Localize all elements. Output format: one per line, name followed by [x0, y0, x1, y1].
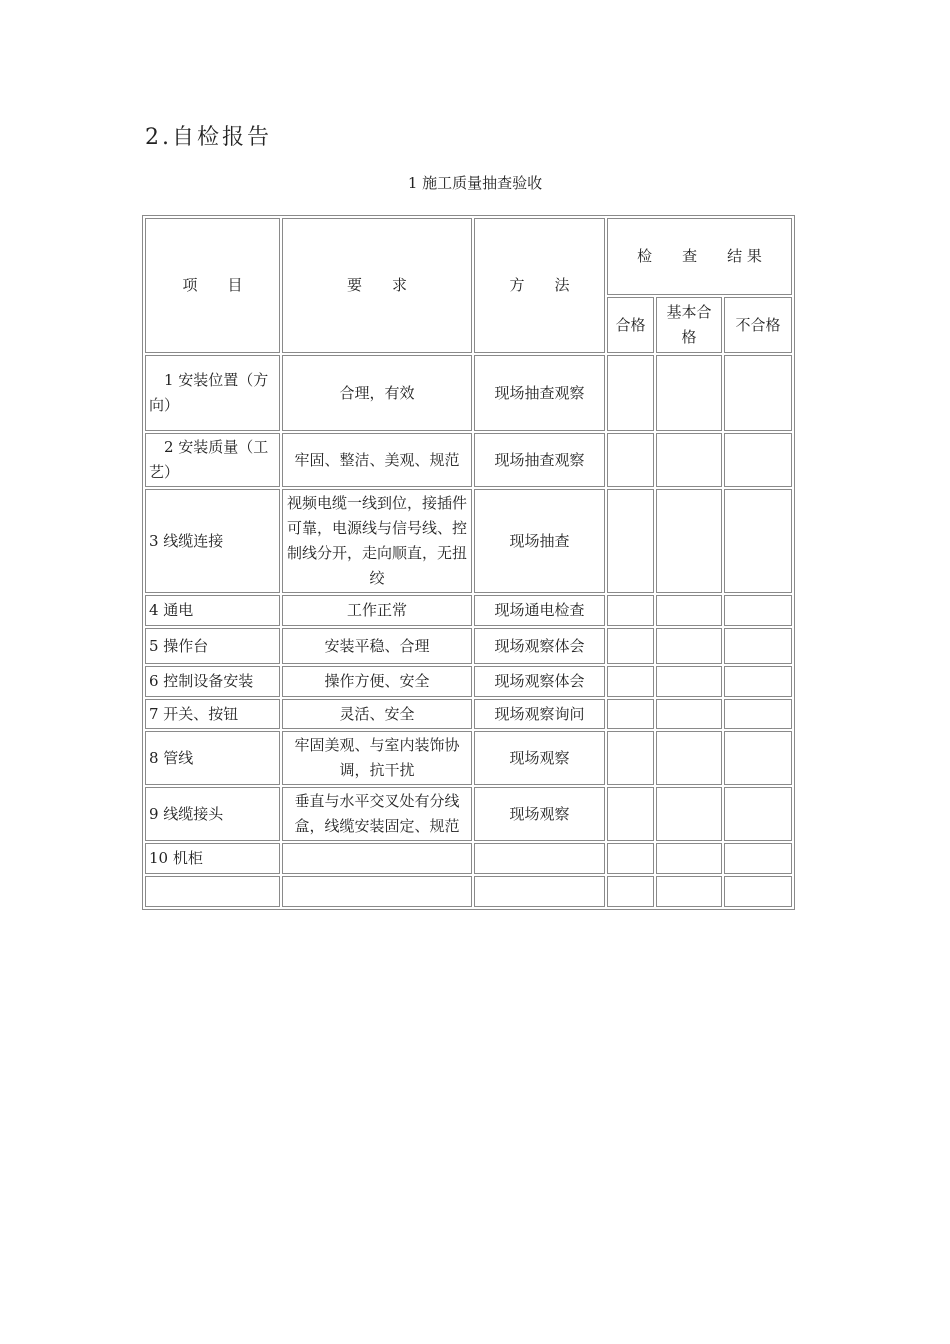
inspection-table: [142, 215, 795, 910]
row-requirement: [282, 876, 472, 907]
row-basic-pass-cell: [656, 489, 722, 593]
row-fail-cell: [724, 355, 792, 431]
header-item: 项 目: [145, 218, 280, 353]
row-item: 4 通电: [145, 595, 280, 626]
row-pass-cell: [607, 699, 654, 729]
row-item: 5 操作台: [145, 628, 280, 664]
row-method: 现场观察: [474, 731, 605, 785]
row-basic-pass-cell: [656, 787, 722, 841]
table-row: [145, 355, 792, 431]
row-fail-cell: [724, 699, 792, 729]
row-method: 现场观察体会: [474, 628, 605, 664]
row-pass-cell: [607, 666, 654, 697]
row-item: 3 线缆连接: [145, 489, 280, 593]
row-requirement: 工作正常: [282, 595, 472, 626]
header-result: 检 查 结 果: [607, 218, 792, 295]
row-pass-cell: [607, 731, 654, 785]
table-caption: 1 施工质量抽查验收: [407, 174, 543, 192]
header-basic-pass: 基本合格: [656, 297, 722, 353]
row-requirement: 操作方便、安全: [282, 666, 472, 697]
row-method: 现场抽查: [474, 489, 605, 593]
row-basic-pass-cell: [656, 628, 722, 664]
row-fail-cell: [724, 666, 792, 697]
table-row: [145, 787, 792, 841]
row-method: 现场抽查观察: [474, 355, 605, 431]
row-basic-pass-cell: [656, 355, 722, 431]
row-fail-cell: [724, 595, 792, 626]
row-basic-pass-cell: [656, 595, 722, 626]
row-requirement: 安装平稳、合理: [282, 628, 472, 664]
row-requirement: [282, 843, 472, 874]
row-item: 6 控制设备安装: [145, 666, 280, 697]
row-item: 8 管线: [145, 731, 280, 785]
header-fail: 不合格: [724, 297, 792, 353]
row-requirement: 灵活、安全: [282, 699, 472, 729]
table-row: [145, 628, 792, 664]
table-row: [145, 489, 792, 593]
row-basic-pass-cell: [656, 876, 722, 907]
row-basic-pass-cell: [656, 731, 722, 785]
table-row: [145, 699, 792, 729]
row-pass-cell: [607, 876, 654, 907]
row-basic-pass-cell: [656, 666, 722, 697]
row-pass-cell: [607, 595, 654, 626]
row-pass-cell: [607, 628, 654, 664]
row-item: 1 安装位置（方向）: [145, 355, 280, 431]
row-fail-cell: [724, 731, 792, 785]
table-row: [145, 595, 792, 626]
row-method: 现场观察: [474, 787, 605, 841]
row-basic-pass-cell: [656, 843, 722, 874]
row-method: 现场通电检查: [474, 595, 605, 626]
row-requirement: 牢固、整洁、美观、规范: [282, 433, 472, 487]
row-method: 现场抽查观察: [474, 433, 605, 487]
row-fail-cell: [724, 433, 792, 487]
row-requirement: 垂直与水平交叉处有分线盒，线缆安装固定、规范: [282, 787, 472, 841]
row-basic-pass-cell: [656, 433, 722, 487]
row-fail-cell: [724, 787, 792, 841]
row-method: [474, 876, 605, 907]
table-row: [145, 731, 792, 785]
row-pass-cell: [607, 787, 654, 841]
row-pass-cell: [607, 433, 654, 487]
row-method: 现场观察体会: [474, 666, 605, 697]
row-item: 10 机柜: [145, 843, 280, 874]
table-row: [145, 843, 792, 874]
row-requirement: 牢固美观、与室内装饰协调，抗干扰: [282, 731, 472, 785]
row-fail-cell: [724, 876, 792, 907]
row-pass-cell: [607, 489, 654, 593]
row-fail-cell: [724, 489, 792, 593]
section-title: 2.自检报告: [145, 125, 272, 150]
table-row: [145, 666, 792, 697]
row-item: 7 开关、按钮: [145, 699, 280, 729]
header-method: 方 法: [474, 218, 605, 353]
row-requirement: 视频电缆一线到位，接插件可靠，电源线与信号线、控制线分开，走向顺直，无扭绞: [282, 489, 472, 593]
row-method: 现场观察询问: [474, 699, 605, 729]
row-method: [474, 843, 605, 874]
row-item: 2 安装质量（工艺）: [145, 433, 280, 487]
row-item: [145, 876, 280, 907]
row-pass-cell: [607, 843, 654, 874]
table-row: [145, 433, 792, 487]
row-pass-cell: [607, 355, 654, 431]
row-item: 9 线缆接头: [145, 787, 280, 841]
header-requirement: 要 求: [282, 218, 472, 353]
table-row: [145, 876, 792, 907]
row-fail-cell: [724, 843, 792, 874]
table-header-row: [145, 218, 792, 295]
row-basic-pass-cell: [656, 699, 722, 729]
header-pass: 合格: [607, 297, 654, 353]
row-fail-cell: [724, 628, 792, 664]
row-requirement: 合理，有效: [282, 355, 472, 431]
